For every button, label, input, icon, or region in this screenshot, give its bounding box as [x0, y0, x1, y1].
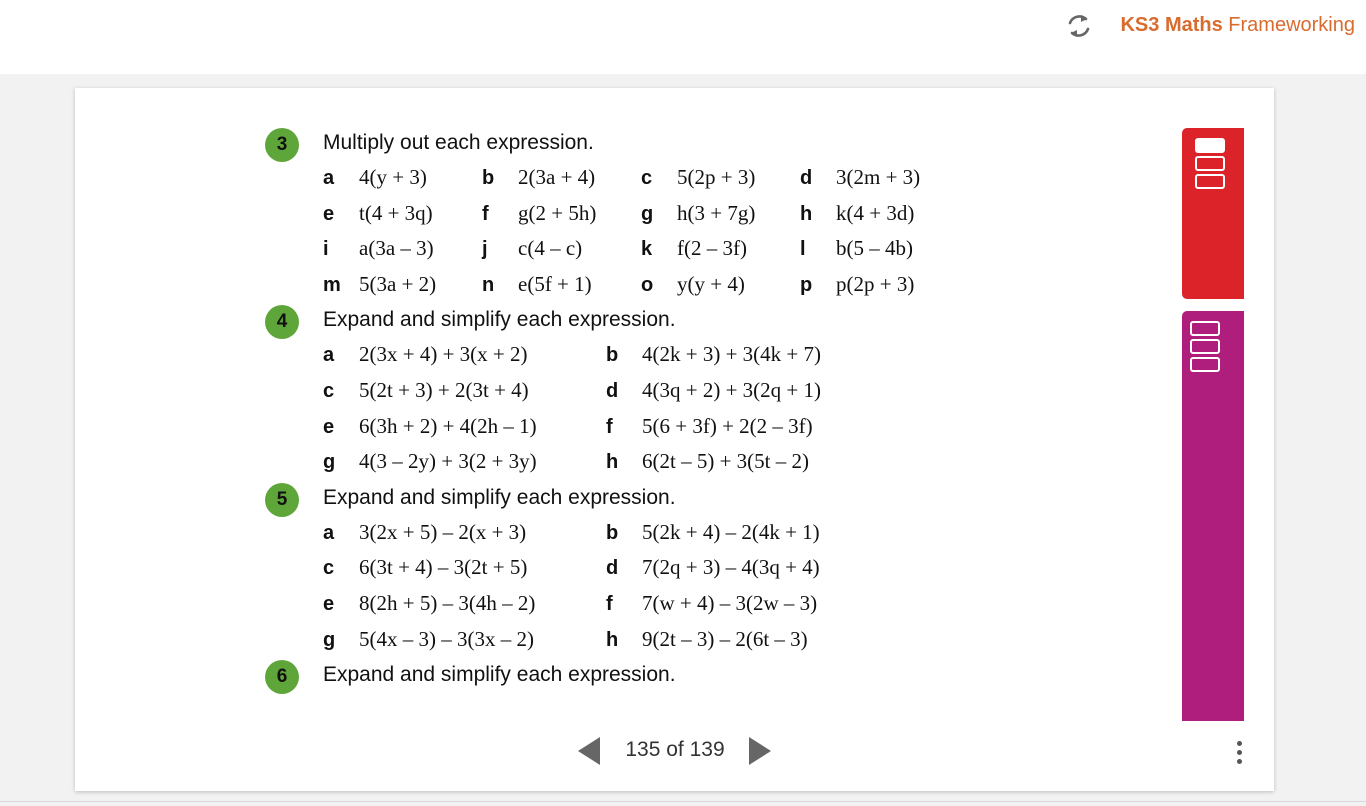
item-letter: a: [323, 344, 335, 367]
item-expression: c(4 – c): [518, 236, 583, 261]
exercise-item: [323, 165, 427, 190]
question-3: [263, 126, 963, 303]
brand-title: [1120, 14, 1355, 37]
item-expression: f(2 – 3f): [677, 236, 747, 261]
exercise-item: [482, 272, 592, 297]
refresh-icon[interactable]: [1064, 11, 1094, 41]
book-page-content: [263, 126, 963, 693]
item-expression: 8(2h + 5) – 3(4h – 2): [359, 590, 536, 615]
item-letter: g: [323, 451, 336, 474]
item-expression: b(5 – 4b): [836, 236, 913, 261]
tab-marker-icon: [1190, 339, 1220, 354]
item-expression: t(4 + 3q): [359, 200, 433, 225]
exercise-row: [263, 338, 963, 374]
brand-light: Frameworking: [1228, 14, 1355, 36]
tab-marker-icon: [1195, 138, 1225, 153]
item-expression: 4(2k + 3) + 3(4k + 7): [642, 342, 822, 367]
question-number-badge: 3: [265, 128, 299, 162]
exercise-item: [641, 165, 755, 190]
exercise-item: [606, 378, 821, 403]
item-letter: e: [323, 202, 335, 225]
item-expression: h(3 + 7g): [677, 200, 756, 225]
question-6: [263, 658, 963, 693]
exercise-item: [323, 449, 537, 474]
exercise-item: [606, 555, 820, 580]
exercise-row: [263, 445, 963, 481]
item-expression: 2(3a + 4): [518, 165, 596, 189]
exercise-item: [606, 414, 813, 439]
exercise-item: [606, 342, 821, 367]
item-letter: l: [800, 238, 806, 261]
item-letter: o: [641, 273, 654, 296]
item-letter: j: [482, 238, 488, 261]
item-letter: g: [641, 202, 654, 225]
item-letter: k: [641, 238, 653, 261]
exercise-item: [323, 414, 537, 439]
question-header: [263, 126, 963, 161]
item-expression: 6(2t – 5) + 3(5t – 2): [642, 449, 809, 474]
question-instruction: Expand and simplify each expression.: [323, 663, 676, 687]
item-expression: 7(2q + 3) – 4(3q + 4): [642, 555, 820, 580]
exercise-item: [323, 272, 436, 297]
exercise-item: [323, 591, 535, 616]
item-letter: h: [606, 451, 619, 474]
question-header: [263, 658, 963, 693]
exercise-row: [263, 516, 963, 552]
exercise-item: [606, 591, 817, 616]
exercise-row: [263, 268, 963, 304]
item-letter: a: [323, 167, 335, 189]
question-number-badge: 4: [265, 305, 299, 339]
exercise-item: [482, 236, 582, 261]
item-expression: e(5f + 1): [518, 271, 592, 296]
question-instruction: Expand and simplify each expression.: [323, 308, 676, 332]
item-expression: k(4 + 3d): [836, 200, 915, 225]
bottom-divider: [0, 801, 1366, 802]
item-letter: h: [800, 202, 813, 225]
exercise-item: [323, 236, 434, 261]
exercise-row: [263, 410, 963, 446]
question-header: [263, 303, 963, 338]
next-page-button[interactable]: [749, 737, 771, 765]
page-counter: 135 of 139: [625, 738, 725, 761]
tab-marker-icon: [1195, 174, 1225, 189]
item-expression: 5(3a + 2): [359, 271, 437, 296]
item-expression: 4(y + 3): [359, 165, 427, 189]
item-expression: 3(2x + 5) – 2(x + 3): [359, 519, 527, 544]
item-letter: c: [323, 379, 335, 402]
item-expression: 4(3 – 2y) + 3(2 + 3y): [359, 449, 537, 474]
item-expression: 5(2t + 3) + 2(3t + 4): [359, 377, 529, 402]
item-expression: 6(3h + 2) + 4(2h – 1): [359, 413, 537, 438]
vertical-dots-icon: [1237, 741, 1242, 746]
item-letter: g: [323, 628, 336, 651]
exercise-item: [641, 236, 747, 261]
question-5: [263, 481, 963, 658]
more-options-button[interactable]: [1233, 738, 1245, 768]
chapter-tab-red[interactable]: [1182, 128, 1244, 299]
item-letter: f: [482, 202, 489, 225]
item-letter: d: [800, 167, 813, 189]
exercise-item: [800, 236, 913, 261]
book-page-card: [75, 88, 1274, 791]
exercise-row: [263, 551, 963, 587]
item-letter: c: [323, 557, 335, 580]
question-instruction: Expand and simplify each expression.: [323, 485, 676, 509]
exercise-item: [482, 201, 596, 226]
exercise-item: [482, 165, 595, 190]
chapter-tab-purple[interactable]: [1182, 311, 1244, 721]
exercise-item: [800, 201, 914, 226]
item-letter: f: [606, 592, 613, 615]
item-letter: f: [606, 415, 613, 438]
exercise-item: [606, 520, 820, 545]
tab-marker-icon: [1190, 357, 1220, 372]
exercise-row: [263, 587, 963, 623]
exercise-item: [606, 449, 809, 474]
question-number-badge: 5: [265, 483, 299, 517]
exercise-item: [606, 627, 808, 652]
question-header: [263, 481, 963, 516]
page-navigation: [75, 728, 1274, 772]
item-letter: p: [800, 273, 813, 296]
item-letter: d: [606, 557, 619, 580]
tab-marker-icon: [1190, 321, 1220, 336]
exercise-item: [641, 272, 745, 297]
exercise-row: [263, 197, 963, 233]
exercise-row: [263, 623, 963, 659]
exercise-item: [323, 342, 528, 367]
item-expression: 5(2p + 3): [677, 165, 756, 189]
vertical-dots-icon: [1237, 759, 1242, 764]
item-letter: d: [606, 379, 619, 402]
item-expression: a(3a – 3): [359, 236, 434, 261]
brand-bold: KS3 Maths: [1120, 14, 1223, 36]
exercise-row: [263, 232, 963, 268]
vertical-dots-icon: [1237, 750, 1242, 755]
item-expression: 4(3q + 2) + 3(2q + 1): [642, 377, 822, 402]
item-letter: b: [606, 344, 619, 367]
item-letter: a: [323, 521, 335, 544]
item-expression: 5(6 + 3f) + 2(2 – 3f): [642, 413, 813, 438]
item-letter: e: [323, 415, 335, 438]
question-number-badge: 6: [265, 660, 299, 694]
exercise-item: [323, 627, 534, 652]
exercise-row: [263, 374, 963, 410]
item-letter: n: [482, 273, 495, 296]
question-instruction: Multiply out each expression.: [323, 131, 594, 154]
exercise-item: [323, 520, 526, 545]
item-letter: c: [641, 167, 653, 189]
item-letter: m: [323, 273, 341, 296]
previous-page-button[interactable]: [578, 737, 600, 765]
exercise-item: [323, 201, 433, 226]
item-expression: 2(3x + 4) + 3(x + 2): [359, 342, 528, 367]
item-expression: 5(4x – 3) – 3(3x – 2): [359, 626, 534, 651]
item-letter: b: [482, 167, 495, 189]
item-letter: b: [606, 521, 619, 544]
top-bar: [0, 0, 1366, 74]
tab-marker-icon: [1195, 156, 1225, 171]
item-letter: i: [323, 238, 329, 261]
exercise-item: [323, 378, 529, 403]
item-letter: e: [323, 592, 335, 615]
item-expression: 3(2m + 3): [836, 165, 921, 189]
item-expression: 9(2t – 3) – 2(6t – 3): [642, 626, 808, 651]
exercise-item: [800, 272, 914, 297]
item-expression: y(y + 4): [677, 271, 745, 296]
exercise-item: [323, 555, 527, 580]
exercise-row: [263, 161, 963, 197]
exercise-item: [800, 165, 920, 190]
item-expression: 6(3t + 4) – 3(2t + 5): [359, 555, 528, 580]
item-expression: 7(w + 4) – 3(2w – 3): [642, 590, 818, 615]
item-expression: 5(2k + 4) – 2(4k + 1): [642, 519, 820, 544]
item-expression: g(2 + 5h): [518, 200, 597, 225]
item-letter: h: [606, 628, 619, 651]
question-4: [263, 303, 963, 480]
item-expression: p(2p + 3): [836, 271, 915, 296]
exercise-item: [641, 201, 755, 226]
